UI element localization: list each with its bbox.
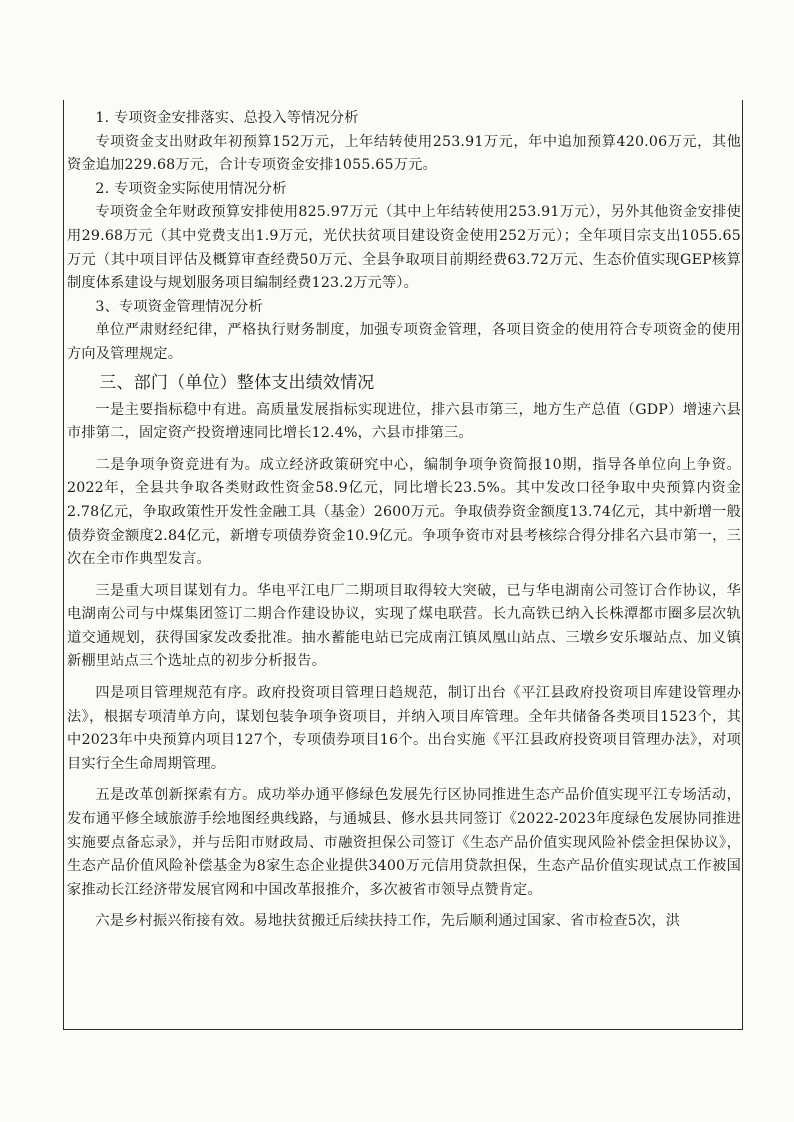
paragraph-2: 专项资金全年财政预算安排使用825.97万元（其中上年结转使用253.91万元），另外其他资金安排使用29.68万元（其中党费支出1.9万元，光伏扶贫项目建设资金使用252万元）；全年项目宗支出1055.65万元（其中项目评估及概算审查经费50万元、全县争取项目前期经费63.72万元、生态价值实现GEP核算制度体系建设与规划服务项目编制经费123.2万元等）。 [67, 204, 741, 292]
item-5-lead: 五是改革创新探索有方。 [95, 787, 257, 804]
paragraph-item-5 [67, 784, 741, 902]
subheading-2: 2. 专项资金实际使用情况分析 [95, 180, 287, 197]
item-3-text: 华电平江电厂二期项目取得较大突破，已与华电湖南公司签订合作协议，华电湖南公司与中煤集团签订二期合作建设协议，实现了煤电联营。长九高铁已纳入长株潭都市圈多层次轨道交通规划，获得国家发改委批准。抽水蓄能电站已完成南江镇凤凰山站点、三墩乡安乐堰站点、加义镇新棚里站点三个选址点的初步分析报告。 [67, 582, 742, 670]
subheading-3: 3、专项资金管理情况分析 [95, 298, 263, 315]
page-frame [63, 100, 743, 1030]
paragraph-item-4 [67, 682, 741, 776]
paragraph-item-6 [67, 910, 741, 934]
item-4-text: 政府投资项目管理日趋规范，制订出台《平江县政府投资项目库建设管理办法》，根据专项清单方向，谋划包装争项争资项目，并纳入项目库管理。全年共储备各类项目1523个，其中2023年中央预算内项目127个，专项债券项目16个。出台实施《平江县政府投资项目管理办法》，对项目实行全生命周期管理。 [67, 685, 742, 772]
item-4-lead: 四是项目管理规范有序。 [95, 685, 257, 702]
document-body [67, 107, 741, 934]
item-1-text: 高质量发展指标实现进位，排六县市第三，地方生产总值（GDP）增速六县市排第二，固定资产投资增速同比增长12.4%，六县市排第三。 [67, 401, 741, 442]
paragraph-item-3 [67, 580, 741, 674]
item-5-text: 成功举办通平修绿色发展先行区协同推进生态产品价值实现平江专场活动，发布通平修全域旅游手绘地图经典线路，与通城县、修水县共同签订《2022-2023年度绿色发展协同推进实施要点备忘录》，并与岳阳市财政局、市融资担保公司签订《生态产品价值实现风险补偿金担保协议》，生态产品价值风险补偿基金为8家生态企业提供3400万元信用贷款担保，生态产品价值实现试点工作被国家推动长江经济带发展官网和中国改革报推介，多次被省市领导点赞肯定。 [67, 787, 742, 898]
paragraph-item-1 [67, 399, 741, 446]
section-heading: 三、部门（单位）整体支出绩效情况 [99, 372, 375, 393]
item-2-lead: 二是争项争资竞进有为。 [95, 456, 260, 473]
paragraph-item-2 [67, 454, 741, 572]
item-6-lead: 六是乡村振兴衔接有效。 [95, 913, 254, 930]
item-1-lead: 一是主要指标稳中有进。 [95, 401, 256, 418]
subheading-1: 1. 专项资金安排落实、总投入等情况分析 [95, 110, 359, 126]
item-2-text: 成立经济政策研究中心，编制争项争资简报10期，指导各单位向上争资。2022年，全县共争取各类财政性资金58.9亿元，同比增长23.5%。其中发改口径争取中央预算内资金2.78亿元，争取政策性开发性金融工具（基金）2600万元。争取债券资金额度13.74亿元，其中新增一般债券资金额度2.84亿元，新增专项债券资金10.9亿元。争项争资市对县考核综合得分排名六县市第一，三次在全市作典型发言。 [67, 456, 742, 568]
paragraph-3: 单位严肃财经纪律，严格执行财务制度，加强专项资金管理，各项目资金的使用符合专项资金的使用方向及管理规定。 [67, 322, 741, 362]
item-6-text: 易地扶贫搬迁后续扶持工作，先后顺利通过国家、省市检查5次，洪 [253, 913, 681, 930]
item-3-lead: 三是重大项目谋划有力。 [95, 582, 257, 599]
paragraph-1: 专项资金支出财政年初预算152万元，上年结转使用253.91万元，年中追加预算420.06万元，其他资金追加229.68万元，合计专项资金安排1055.65万元。 [67, 133, 741, 174]
